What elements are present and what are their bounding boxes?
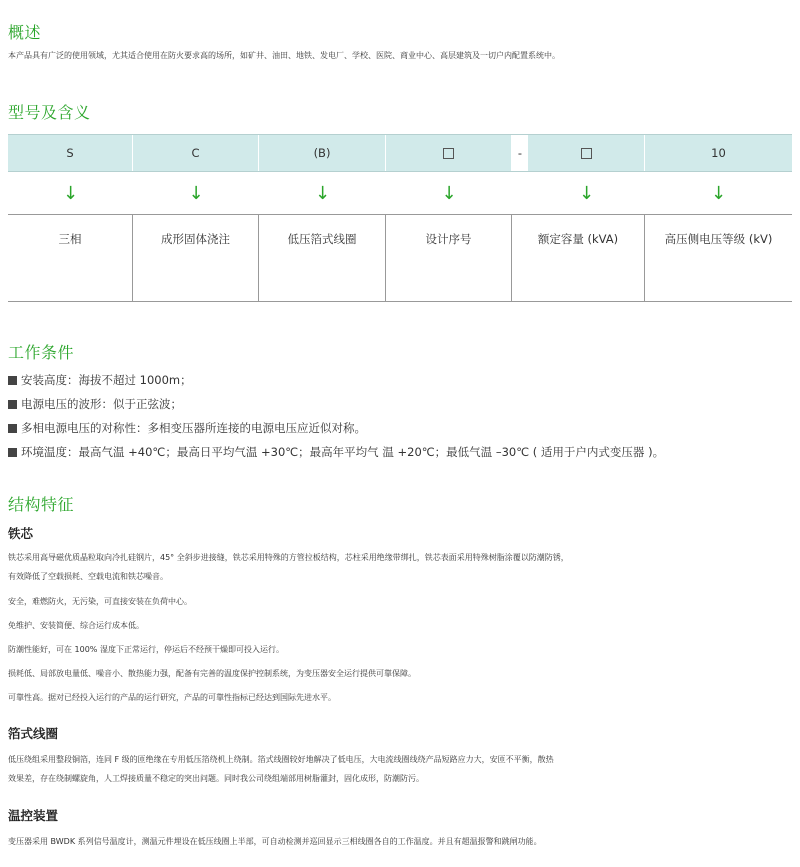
core-title: 铁芯	[8, 526, 34, 541]
arrow-down-icon: ↓	[578, 182, 595, 204]
structure-heading: 结构特征	[8, 495, 75, 514]
condition-item	[8, 396, 182, 412]
arrow-down-icon: ↓	[314, 182, 331, 204]
coil-line: 低压绕组采用整段铜箔，连同 F 级的匝绝缘在专用低压箔绕机上绕制。箔式线圈较好地解决了低电压，大电流线圈线绕产品短路应力大，安匝不平衡，散热	[8, 755, 554, 764]
arrow-down-icon: ↓	[62, 182, 79, 204]
condition-item	[8, 420, 366, 436]
model-heading: 型号及含义	[8, 103, 91, 122]
model-code-c: C	[133, 135, 259, 171]
condition-text: 环境温度：最高气温 +40℃；最高日平均气温 +30℃；最高年平均气 温 +20℃；最低气温 –30℃ ( 适用于户内式变压器 )。	[21, 445, 665, 459]
overview-text: 本产品具有广泛的使用领域，尤其适合使用在防火要求高的场所，如矿井、油田、地铁、发电厂、学校、医院、商业中心、高层建筑及一切户内配置系统中。	[8, 51, 560, 60]
core-line: 可靠性高。据对已经投入运行的产品的运行研究，产品的可靠性指标已经达到国际先进水平。	[8, 693, 336, 702]
placeholder-box-icon	[581, 148, 592, 159]
meaning-voltage-class: 高压侧电压等级 (kV)	[664, 232, 773, 246]
condition-item	[8, 444, 664, 460]
model-code-row	[8, 134, 792, 172]
model-arrow-row	[8, 172, 792, 214]
model-code-b: (B)	[259, 135, 386, 171]
model-code-design-box	[386, 135, 512, 171]
overview-heading: 概述	[8, 23, 42, 42]
arrow-down-icon: ↓	[710, 182, 727, 204]
condition-text: 电源电压的波形：似于正弦波；	[21, 397, 182, 411]
meaning-rated-capacity: 额定容量 (kVA)	[512, 215, 645, 301]
core-line: 防潮性能好，可在 100% 湿度下正常运行，停运后不经预干燥即可投入运行。	[8, 645, 284, 654]
condition-text: 多相电源电压的对称性：多相变压器所连接的电源电压应近似对称。	[21, 421, 366, 435]
core-line: 铁芯采用高导磁优质晶粒取向冷扎硅钢片，45° 全斜步进接缝，铁芯采用特殊的方管拉板结构，芯柱采用绝缘带绑扎，铁芯表面采用特殊树脂涂覆以防潮防锈，	[8, 553, 569, 562]
arrow-down-icon: ↓	[441, 182, 457, 204]
meaning-foil-coil: 低压箔式线圈	[259, 215, 386, 301]
core-line: 安全，难燃防火，无污染，可直接安装在负荷中心。	[8, 597, 192, 606]
temp-control-title: 温控装置	[8, 808, 59, 823]
core-line: 损耗低、局部放电量低、噪音小、散热能力强，配备有完善的温度保护控制系统，为变压器安全运行提供可靠保障。	[8, 669, 416, 678]
model-code-dash: -	[512, 135, 528, 171]
square-bullet-icon	[8, 400, 17, 409]
temp-control-line: 变压器采用 BWDK 系列信号温度计，测温元件埋设在低压线圈上半部，可自动检测并巡回显示三相线圈各自的工作温度。并且有超温报警和跳闸功能。	[8, 837, 542, 846]
arrow-down-icon: ↓	[188, 182, 204, 204]
model-code-capacity-box	[528, 135, 645, 171]
coil-line: 效果差，存在绕制螺旋角，人工焊接质量不稳定的突出问题。同时我公司绕组端部用树脂灌封，固化成形，防潮防污。	[8, 774, 424, 783]
condition-text: 安装高度：海拔不超过 1000m；	[21, 373, 192, 387]
conditions-heading: 工作条件	[8, 343, 75, 362]
meaning-cast-resin: 成形固体浇注	[133, 215, 259, 301]
placeholder-box-icon	[443, 148, 454, 159]
meaning-design-serial: 设计序号	[386, 215, 512, 301]
coil-title: 箔式线圈	[8, 726, 59, 741]
condition-item	[8, 372, 192, 388]
core-line: 免维护、安装简便、综合运行成本低。	[8, 621, 144, 630]
model-code-s: S	[8, 135, 133, 171]
model-meaning-row	[8, 214, 792, 302]
square-bullet-icon	[8, 376, 17, 385]
square-bullet-icon	[8, 448, 17, 457]
core-line: 有效降低了空载损耗、空载电流和铁芯噪音。	[8, 572, 168, 581]
model-code-voltage: 10	[645, 135, 792, 171]
square-bullet-icon	[8, 424, 17, 433]
meaning-three-phase: 三相	[8, 215, 133, 301]
